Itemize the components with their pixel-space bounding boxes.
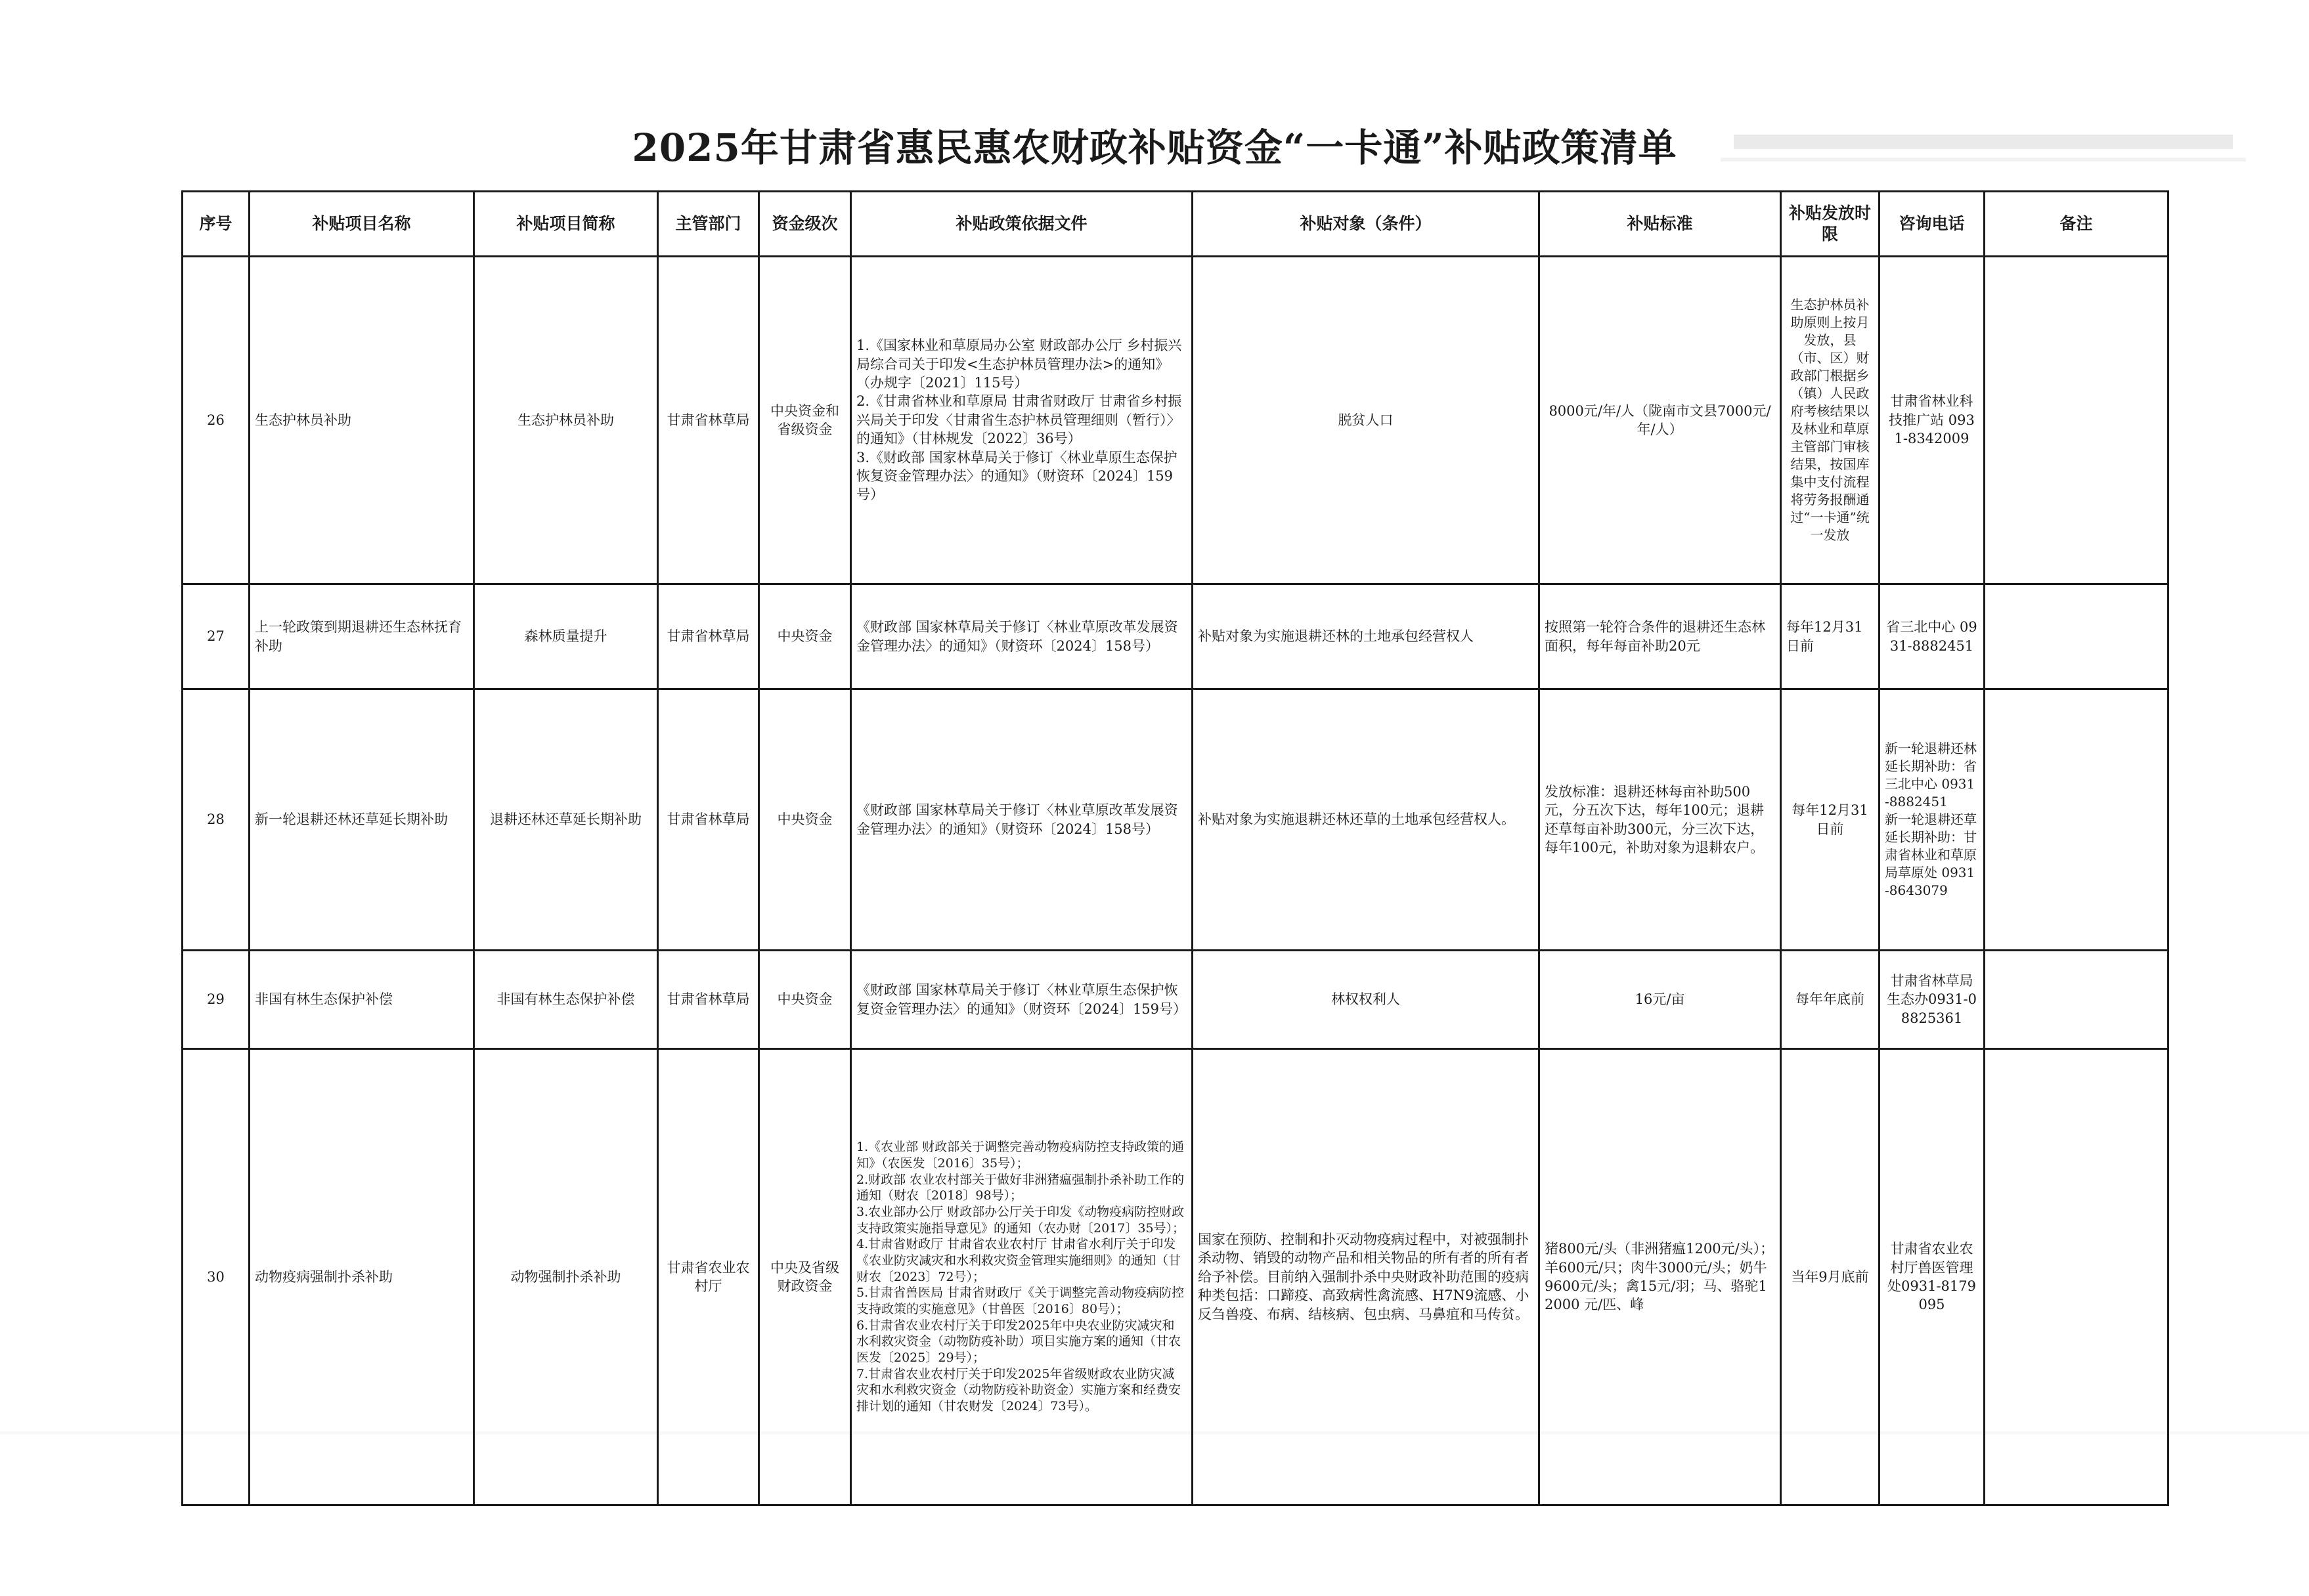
cell-standard: 猪800元/头（非洲猪瘟1200元/头）；羊600元/只；肉牛3000元/头；奶牛9600元/头；禽15元/羽；马、骆驼12000 元/匹、峰 (1539, 1049, 1781, 1505)
page-title: 2025年甘肃省惠民惠农财政补贴资金“一卡通”补贴政策清单 (632, 125, 1677, 170)
cell-no: 29 (183, 951, 250, 1049)
cell-timing: 每年12月31日前 (1781, 584, 1880, 689)
cell-standard: 发放标准：退耕还林每亩补助500元，分五次下达，每年100元；退耕还草每亩补助300元，分三次下达，每年100元，补助对象为退耕农户。 (1539, 689, 1781, 951)
cell-short: 退耕还林还草延长期补助 (474, 689, 658, 951)
cell-level: 中央资金和省级资金 (759, 257, 851, 584)
header-no: 序号 (183, 192, 250, 257)
header-name: 补贴项目名称 (250, 192, 474, 257)
cell-no: 27 (183, 584, 250, 689)
cell-dept: 甘肃省农业农村厅 (658, 1049, 759, 1505)
cell-phone: 甘肃省农业农村厅兽医管理处0931-8179095 (1880, 1049, 1985, 1505)
cell-dept: 甘肃省林草局 (658, 951, 759, 1049)
cell-remark (1985, 257, 2168, 584)
cell-short: 非国有林生态保护补偿 (474, 951, 658, 1049)
table-row (183, 1049, 2168, 1505)
cell-target: 林权权利人 (1193, 951, 1539, 1049)
cell-standard: 8000元/年/人（陇南市文县7000元/年/人） (1539, 257, 1781, 584)
cell-standard: 16元/亩 (1539, 951, 1781, 1049)
cell-docs: 《财政部 国家林草局关于修订〈林业草原生态保护恢复资金管理办法〉的通知》（财资环〔2024〕159号） (851, 951, 1193, 1049)
header-docs: 补贴政策依据文件 (851, 192, 1193, 257)
cell-level: 中央资金 (759, 951, 851, 1049)
cell-level: 中央资金 (759, 584, 851, 689)
cell-timing: 每年12月31日前 (1781, 689, 1880, 951)
cell-name: 生态护林员补助 (250, 257, 474, 584)
cell-short: 动物强制扑杀补助 (474, 1049, 658, 1505)
cell-short: 生态护林员补助 (474, 257, 658, 584)
cell-target: 补贴对象为实施退耕还林的土地承包经营权人 (1193, 584, 1539, 689)
table-row (183, 689, 2168, 951)
cell-level: 中央资金 (759, 689, 851, 951)
table-row (183, 584, 2168, 689)
cell-no: 28 (183, 689, 250, 951)
cell-remark (1985, 689, 2168, 951)
cell-timing: 生态护林员补助原则上按月发放，县（市、区）财政部门根据乡（镇）人民政府考核结果以及林业和草原主管部门审核结果，按国库集中支付流程将劳务报酬通过“一卡通”统一发放 (1781, 257, 1880, 584)
policy-table (181, 190, 2169, 1506)
cell-docs: 1.《农业部 财政部关于调整完善动物疫病防控支持政策的通知》（农医发〔2016〕35号）； 2.财政部 农业农村部关于做好非洲猪瘟强制扑杀补助工作的通知（财农〔2018〕98号）； 3.农业部办公厅 财政部办公厅关于印发《动物疫病防控财政支持政策实施指导意见》的通知（农办财〔2017〕35号）； 4.甘肃省财政厅 甘肃省农业农村厅 甘肃省水利厅关于印发《农业防灾减灾和水利救灾资金管理实施细则》的通知（甘财农〔2023〕72号）； 5.甘肃省兽医局 甘肃省财政厅《关于调整完善动物疫病防控支持政策的实施意见》（甘兽医〔2016〕80号）； 6.甘肃省农业农村厅关于印发2025年中央农业防灾减灾和水利救灾资金（动物防疫补助）项目实施方案的通知（甘农医发〔2025〕29号）； 7.甘肃省农业农村厅关于印发2025年省级财政农业防灾减灾和水利救灾资金（动物防疫补助资金）实施方案和经费安排计划的通知（甘农财发〔2024〕73号）。 (851, 1049, 1193, 1505)
cell-docs: 《财政部 国家林草局关于修订〈林业草原改革发展资金管理办法〉的通知》（财资环〔2024〕158号） (851, 584, 1193, 689)
cell-remark (1985, 1049, 2168, 1505)
cell-docs: 《财政部 国家林草局关于修订〈林业草原改革发展资金管理办法〉的通知》（财资环〔2024〕158号） (851, 689, 1193, 951)
cell-no: 26 (183, 257, 250, 584)
cell-phone: 甘肃省林业科技推广站 0931-8342009 (1880, 257, 1985, 584)
cell-target: 国家在预防、控制和扑灭动物疫病过程中，对被强制扑杀动物、销毁的动物产品和相关物品的所有者的所有者给予补偿。目前纳入强制扑杀中央财政补助范围的疫病种类包括：口蹄疫、高致病性禽流感、H7N9流感、小反刍兽疫、布病、结核病、包虫病、马鼻疽和马传贫。 (1193, 1049, 1539, 1505)
header-level: 资金级次 (759, 192, 851, 257)
cell-phone: 甘肃省林草局生态办0931-08825361 (1880, 951, 1985, 1049)
cell-short: 森林质量提升 (474, 584, 658, 689)
cell-dept: 甘肃省林草局 (658, 257, 759, 584)
cell-standard: 按照第一轮符合条件的退耕还生态林面积，每年每亩补助20元 (1539, 584, 1781, 689)
cell-name: 上一轮政策到期退耕还生态林抚育补助 (250, 584, 474, 689)
cell-name: 非国有林生态保护补偿 (250, 951, 474, 1049)
cell-remark (1985, 951, 2168, 1049)
cell-docs: 1.《国家林业和草原局办公室 财政部办公厅 乡村振兴局综合司关于印发<生态护林员管理办法>的通知》（办规字〔2021〕115号） 2.《甘肃省林业和草原局 甘肃省财政厅 甘肃省乡村振兴局关于印发〈甘肃省生态护林员管理细则（暂行）〉的通知》（甘林规发〔2022〕36号） 3.《财政部 国家林草局关于修订〈林业草原生态保护恢复资金管理办法〉的通知》（财资环〔2024〕159号） (851, 257, 1193, 584)
header-timing: 补贴发放时限 (1781, 192, 1880, 257)
cell-level: 中央及省级财政资金 (759, 1049, 851, 1505)
cell-phone: 新一轮退耕还林延长期补助：省三北中心 0931-8882451 新一轮退耕还草延长期补助：甘肃省林业和草原局草原处 0931-8643079 (1880, 689, 1985, 951)
cell-remark (1985, 584, 2168, 689)
cell-name: 新一轮退耕还林还草延长期补助 (250, 689, 474, 951)
cell-target: 脱贫人口 (1193, 257, 1539, 584)
table-row (183, 257, 2168, 584)
table-header-row (183, 192, 2168, 257)
header-target: 补贴对象（条件） (1193, 192, 1539, 257)
header-dept: 主管部门 (658, 192, 759, 257)
cell-dept: 甘肃省林草局 (658, 689, 759, 951)
cell-phone: 省三北中心 0931-8882451 (1880, 584, 1985, 689)
table-row (183, 951, 2168, 1049)
header-standard: 补贴标准 (1539, 192, 1781, 257)
cell-timing: 当年9月底前 (1781, 1049, 1880, 1505)
cell-dept: 甘肃省林草局 (658, 584, 759, 689)
header-remark: 备注 (1985, 192, 2168, 257)
cell-timing: 每年年底前 (1781, 951, 1880, 1049)
header-short: 补贴项目简称 (474, 192, 658, 257)
cell-no: 30 (183, 1049, 250, 1505)
header-phone: 咨询电话 (1880, 192, 1985, 257)
cell-name: 动物疫病强制扑杀补助 (250, 1049, 474, 1505)
cell-target: 补贴对象为实施退耕还林还草的土地承包经营权人。 (1193, 689, 1539, 951)
